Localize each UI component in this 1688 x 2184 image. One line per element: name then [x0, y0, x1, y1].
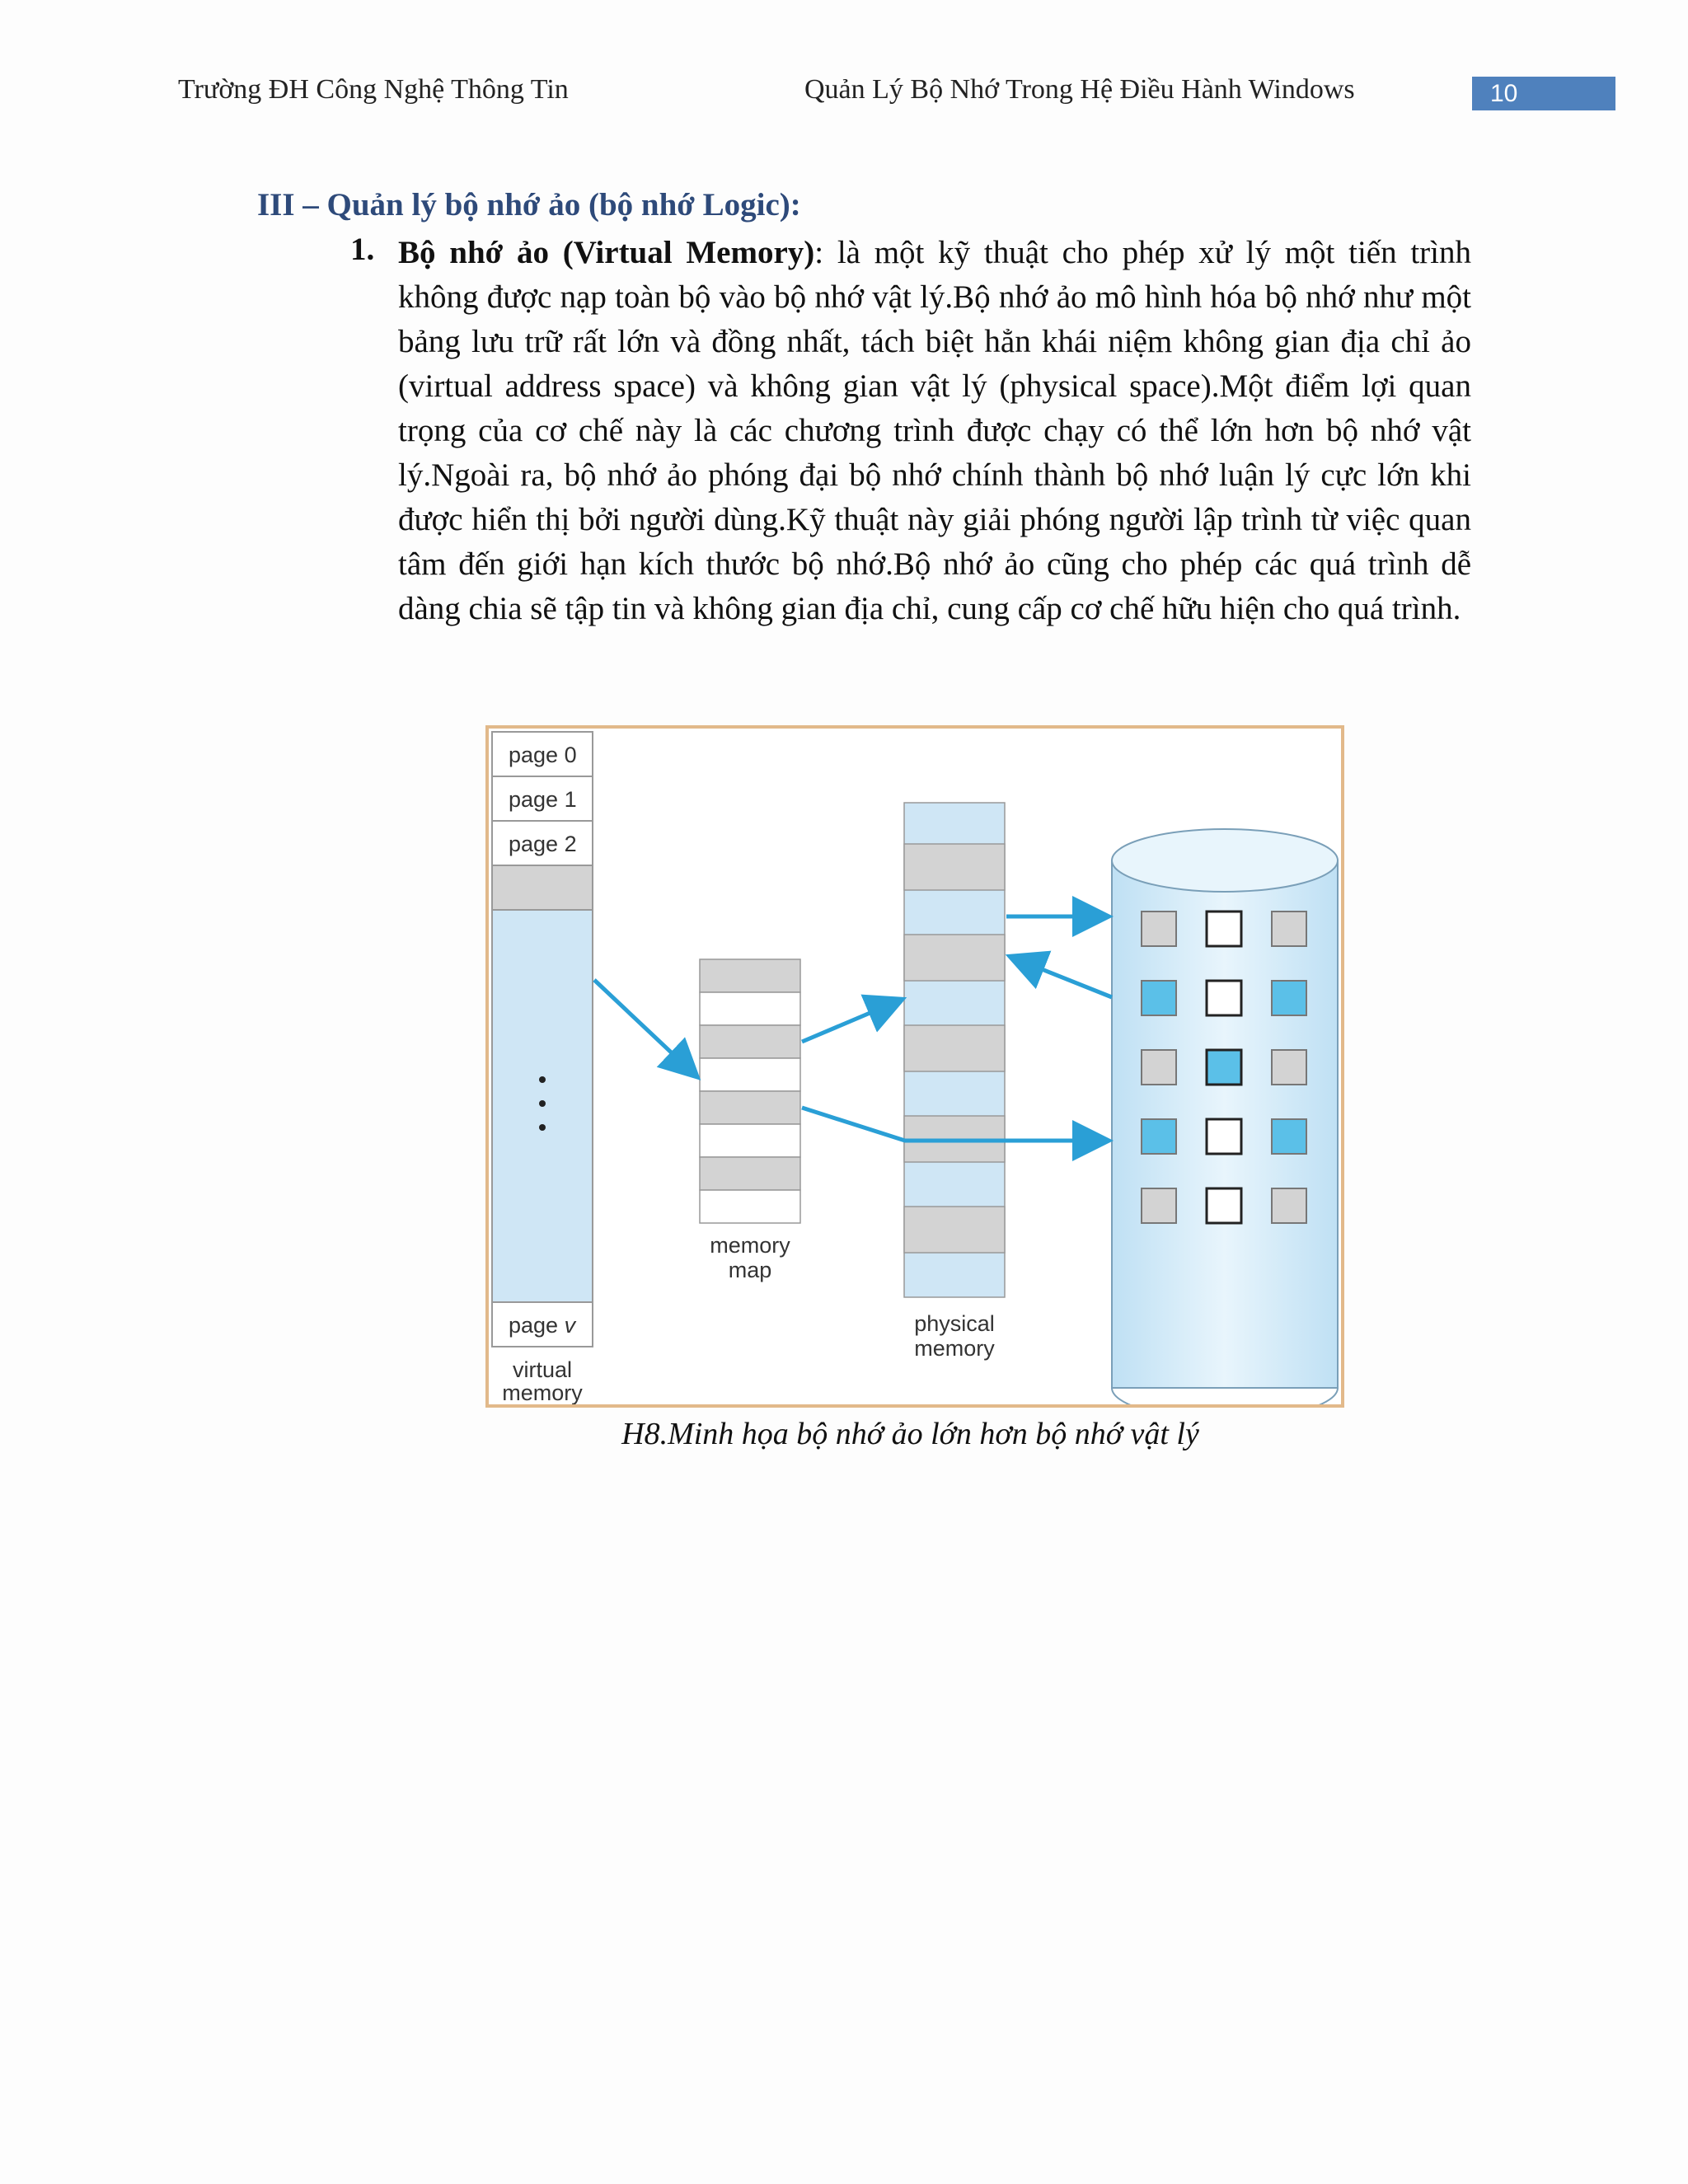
- arrow-virtual-to-map: [594, 980, 695, 1075]
- disk-block: [1272, 912, 1306, 946]
- physical-memory-column: [904, 803, 1005, 1361]
- map-entry: [700, 1058, 800, 1091]
- memory-map-label: memory: [710, 1233, 790, 1258]
- mapping-arrows: [594, 916, 1112, 1141]
- map-entry: [700, 992, 800, 1025]
- page-number-badge: 10: [1472, 77, 1615, 110]
- map-entry: [700, 959, 800, 992]
- page-label-0: page 0: [509, 743, 577, 767]
- disk-block: [1207, 981, 1241, 1015]
- map-entry: [700, 1025, 800, 1058]
- physical-memory-label: physical: [914, 1311, 995, 1336]
- disk-block: [1272, 1188, 1306, 1223]
- disk-block: [1142, 1050, 1176, 1085]
- physical-frame: [904, 935, 1005, 981]
- list-item-term: Bộ nhớ ảo (Virtual Memory): [398, 235, 815, 270]
- memory-map-label: map: [728, 1258, 772, 1282]
- header-document-title: Quản Lý Bộ Nhớ Trong Hệ Điều Hành Windows: [804, 74, 1355, 105]
- disk-block: [1207, 1119, 1241, 1154]
- virtual-memory-label: memory: [502, 1380, 583, 1404]
- virtual-memory-column: [492, 732, 593, 1404]
- list-item-paragraph: [398, 231, 1471, 631]
- list-item-number: 1.: [350, 232, 375, 267]
- disk-block: [1142, 981, 1176, 1015]
- arrow-map-to-physical: [802, 1001, 899, 1042]
- header-school-name: Trường ĐH Công Nghệ Thông Tin: [178, 74, 569, 105]
- ellipsis-dot: [539, 1076, 546, 1083]
- disk-block: [1142, 912, 1176, 946]
- ellipsis-dot: [539, 1124, 546, 1131]
- disk-block: [1207, 1050, 1241, 1085]
- disk-block: [1272, 1050, 1306, 1085]
- physical-frame: [904, 1025, 1005, 1071]
- arrow-disk-to-physical: [1013, 958, 1112, 997]
- page-label-last: page v: [509, 1313, 576, 1338]
- disk-block: [1272, 1119, 1306, 1154]
- figure-caption: H8.Minh họa bộ nhớ ảo lớn hơn bộ nhớ vật lý: [621, 1417, 1199, 1451]
- map-entry: [700, 1190, 800, 1223]
- disk-top: [1112, 829, 1338, 892]
- memory-map-column: [700, 959, 800, 1282]
- ellipsis-dot: [539, 1100, 546, 1107]
- disk-block: [1142, 1188, 1176, 1223]
- disk-block: [1207, 912, 1241, 946]
- page-label-2: page 2: [509, 832, 577, 856]
- physical-memory-label: memory: [914, 1336, 995, 1361]
- disk-bottom: [1112, 1388, 1338, 1404]
- virtual-memory-label: virtual: [512, 1357, 573, 1382]
- disk-cylinder: [1112, 829, 1338, 1404]
- map-entry: [700, 1157, 800, 1190]
- disk-block: [1207, 1188, 1241, 1223]
- physical-frame: [904, 844, 1005, 890]
- list-item-text: : là một kỹ thuật cho phép xử lý một tiến trình không được nạp toàn bộ vào bộ nhớ vật lý.Bộ nhớ ảo mô hình hóa bộ nhớ như một bảng lưu trữ rất lớn và đồng nhất, tách biệt hẳn khái niệm không gian địa chỉ ảo (virtual address space) và không gian vật lý (physical space).Một điểm lợi quan trọng của cơ chế này là các chương trình được chạy có thể lớn hơn bộ nhớ vật lý.Ngoài ra, bộ nhớ ảo phóng đại bộ nhớ chính thành bộ nhớ luận lý cực lớn khi được hiển thị bởi người dùng.Kỹ thuật này giải phóng người lập trình từ việc quan tâm đến giới hạn kích thước bộ nhớ.Bộ nhớ ảo cũng cho phép các quá trình dễ dàng chia sẽ tập tin và không gian địa chỉ, cung cấp cơ chế hữu hiện cho quá trình.: [398, 235, 1471, 626]
- page-cell-gray: [492, 865, 593, 910]
- disk-block: [1272, 981, 1306, 1015]
- map-entry: [700, 1124, 800, 1157]
- disk-block: [1142, 1119, 1176, 1154]
- map-entry: [700, 1091, 800, 1124]
- virtual-memory-figure: [485, 725, 1344, 1408]
- physical-frame: [904, 1207, 1005, 1253]
- virtual-memory-diagram: [489, 729, 1341, 1404]
- page-label-1: page 1: [509, 787, 577, 812]
- section-heading: III – Quản lý bộ nhớ ảo (bộ nhớ Logic):: [257, 187, 801, 223]
